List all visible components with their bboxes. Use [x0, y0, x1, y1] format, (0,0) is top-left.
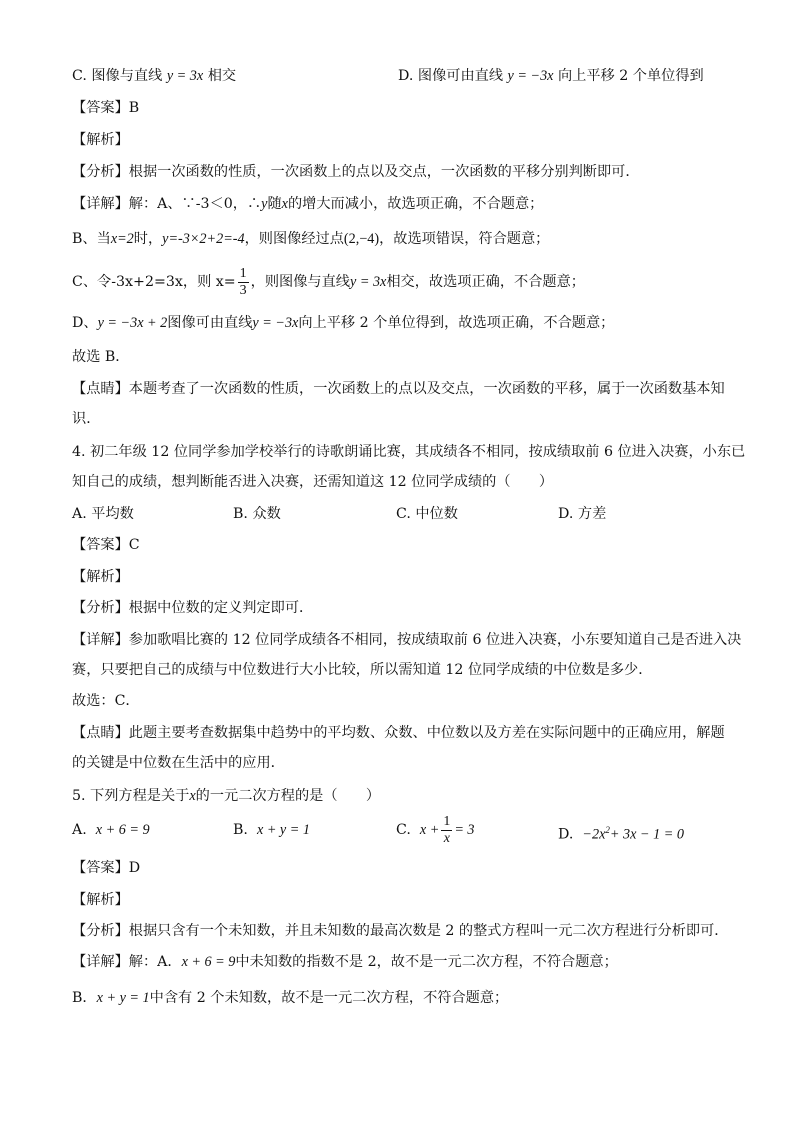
q3-option-c-suffix: 相交	[207, 68, 237, 84]
q5-fenxi: 【分析】根据只含有一个未知数，并且未知数的最高次数是 2 的整式方程叫一元二次方程进行分析即可．	[72, 923, 729, 939]
q5-option-d-exponent: 2	[605, 825, 610, 835]
q5-stem-pre: 5. 下列方程是关于	[72, 788, 190, 804]
q3-option-d-text: D. 图像可由直线	[398, 68, 504, 84]
q3-detail-c-denominator: 3	[239, 282, 247, 298]
q4-fenxi: 【分析】根据中位数的定义判定即可．	[72, 600, 314, 616]
q3-analysis-heading: 【解析】	[72, 132, 129, 148]
q5-detail-b-post: 中含有 2 个未知数，故不是一元二次方程，不符合题意；	[149, 990, 509, 1006]
q4-dianjing-line2: 的关键是中位数在生活中的应用．	[72, 755, 285, 771]
q5-detail-a-formula: x + 6 = 9	[181, 954, 236, 970]
q3-option-d	[398, 66, 704, 86]
q3-detail-a-pre: 【详解】解：A、∵-3＜0，∴	[72, 196, 262, 212]
q5-option-b-label: B.	[233, 822, 248, 838]
q3-detail-c-pre: C、令-3x+2=3x，则 x=	[72, 274, 236, 290]
q3-dianjing-line2: 识．	[72, 411, 101, 427]
q3-option-c-formula: y = 3x	[166, 68, 204, 84]
q4-option-a: A. 平均数	[72, 506, 134, 522]
q3-option-c-text: C. 图像与直线	[72, 68, 163, 84]
q5-option-d-formula-pre: −2x	[582, 826, 606, 843]
q3-detail-c-formula: y = 3x	[349, 274, 387, 290]
q5-option-c-formula-pre: x +	[419, 822, 440, 838]
q5-option-c-formula-post: = 3	[454, 822, 475, 838]
q3-detail-d	[72, 313, 614, 333]
q5-option-a	[72, 820, 150, 840]
q5-option-d-formula-post: + 3x − 1 = 0	[609, 826, 684, 843]
q3-option-d-suffix: 向上平移 2 个单位得到	[557, 68, 704, 84]
q5-option-c-label: C.	[396, 822, 411, 838]
q3-option-d-formula: y = −3x	[507, 68, 554, 84]
q4-detail-line1: 【详解】参加歌唱比赛的 12 位同学成绩各不相同，按成绩取前 6 位进入决赛，小东要知道自己是否进入决	[72, 632, 742, 648]
q4-conclusion: 故选：C．	[72, 693, 140, 709]
q3-detail-a-x: x	[281, 196, 288, 212]
q3-conclusion: 故选 B．	[72, 349, 130, 365]
q4-answer: 【答案】C	[72, 537, 140, 553]
q3-answer: 【答案】B	[72, 100, 140, 116]
q4-stem-line2: 知自己的成绩，想判断能否进入决赛，还需知道这 12 位同学成绩的（ ）	[72, 474, 554, 490]
q5-stem-post: 的一元二次方程的是（ ）	[195, 788, 381, 804]
q5-option-c	[396, 812, 475, 848]
q5-detail-b-pre: B．	[72, 990, 97, 1006]
q5-detail-a-pre: 【详解】解：A．	[72, 954, 182, 970]
q3-fenxi: 【分析】根据一次函数的性质，一次函数上的点以及交点，一次函数的平移分别判断即可．	[72, 164, 640, 180]
q3-detail-c-post: 相交，故选项正确，不合题意；	[386, 274, 585, 290]
q5-option-a-label: A.	[72, 822, 87, 838]
q5-analysis-heading: 【解析】	[72, 892, 129, 908]
q3-detail-b-point: (2,−4)	[343, 231, 380, 247]
q3-detail-b-mid: 时，	[133, 231, 163, 247]
q3-detail-c-numerator: 1	[239, 265, 247, 281]
q3-detail-d-pre: D、	[72, 315, 98, 331]
q5-option-b	[233, 820, 310, 840]
q4-detail-line2: 赛，只要把自己的成绩与中位数进行大小比较，所以需知道 12 位同学成绩的中位数是多少．	[72, 662, 653, 678]
q3-dianjing-line1: 【点睛】本题考查了一次函数的性质，一次函数上的点以及交点，一次函数的平移，属于一次函数基本知	[72, 381, 725, 397]
q5-detail-a-post: 中未知数的指数不是 2，故不是一元二次方程，不符合题意；	[235, 954, 618, 970]
q5-option-d-label: D.	[558, 826, 574, 843]
q5-detail-b	[72, 988, 508, 1008]
q5-option-c-numerator: 1	[443, 813, 451, 829]
q3-detail-a-mid: 随	[267, 196, 282, 212]
q3-detail-a-post: 的增大而减小，故选项正确，不合题意；	[287, 196, 544, 212]
q4-stem-line1: 4. 初二年级 12 位同学参加学校举行的诗歌朗诵比赛，其成绩各不相同，按成绩取前 6 位进入决赛，小东已	[72, 444, 746, 460]
q3-detail-d-post: 向上平移 2 个单位得到，故选项正确，不合题意；	[298, 315, 615, 331]
q5-option-a-formula: x + 6 = 9	[95, 822, 150, 838]
q5-option-c-fraction	[441, 814, 452, 847]
q3-detail-b	[72, 229, 549, 249]
q3-detail-b-cond: x=2	[110, 231, 134, 247]
q3-detail-b-pre: B、当	[72, 231, 111, 247]
q3-detail-c	[72, 264, 585, 300]
q5-option-d	[558, 820, 684, 845]
q3-detail-d-mid: 图像可由直线	[167, 315, 253, 331]
q4-option-c: C. 中位数	[396, 506, 458, 522]
q4-option-d: D. 方差	[558, 506, 607, 522]
q5-stem-x: x	[189, 788, 196, 804]
q5-detail-b-formula: x + y = 1	[96, 990, 150, 1006]
q3-detail-d-formula: y = −3x + 2	[97, 315, 168, 331]
q3-detail-a-y: y	[261, 196, 268, 212]
q3-option-c	[72, 66, 236, 86]
q4-option-b: B. 众数	[233, 506, 281, 522]
q5-answer: 【答案】D	[72, 860, 141, 876]
q3-detail-b-calc: y=-3×2+2=-4	[162, 231, 245, 247]
q3-detail-b-mid2: ，则图像经过点	[244, 231, 344, 247]
q3-detail-c-fraction	[238, 266, 249, 299]
q3-detail-b-post: ，故选项错误，符合题意；	[379, 231, 550, 247]
q3-detail-d-formula2: y = −3x	[252, 315, 299, 331]
q4-dianjing-line1: 【点睛】此题主要考查数据集中趋势中的平均数、众数、中位数以及方差在实际问题中的正确应用，解题	[72, 725, 725, 741]
q5-detail-a	[72, 952, 618, 972]
q5-stem	[72, 786, 380, 806]
q5-option-c-denominator: x	[443, 830, 450, 846]
q3-detail-c-mid: ，则图像与直线	[250, 274, 350, 290]
q3-detail-a	[72, 194, 543, 214]
q5-option-b-formula: x + y = 1	[256, 822, 310, 838]
q4-analysis-heading: 【解析】	[72, 569, 129, 585]
